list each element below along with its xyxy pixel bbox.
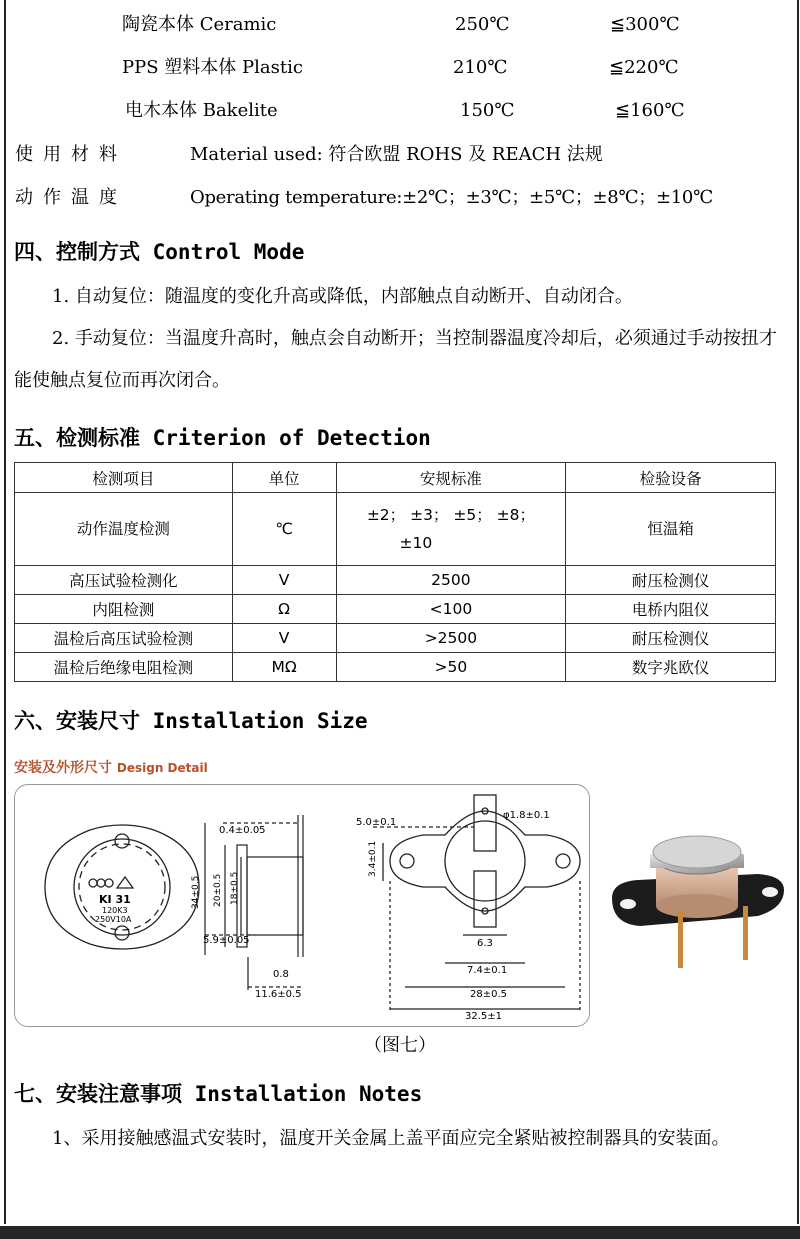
cell-item: 高压试验检测化 [15,566,233,595]
standard-line: ±2； ±3； ±5； ±8； [366,506,535,524]
front-view [45,825,199,949]
dim-label: 28±0.5 [470,989,508,1000]
cell-equipment: 电桥内阻仪 [566,595,776,624]
dim-label: φ1.8±0.1 [503,810,550,821]
flange-outline [45,825,199,949]
dim-label: 7.4±0.1 [467,965,508,976]
dim-label: 3.4±0.1 [368,840,378,877]
dim-label: 11.6±0.5 [255,989,302,1000]
product-photo [608,826,788,976]
mount-hole [556,854,570,868]
warning-triangle-icon [117,877,133,888]
terminal-pin [678,912,683,968]
material-max-temp: ≦300℃ [610,14,680,35]
dim-label: 5.0±0.1 [356,817,397,828]
cell-item: 温检后绝缘电阻检测 [15,653,233,682]
section-heading-control-mode: 四、控制方式 Control Mode [14,240,305,264]
cell-unit: V [232,624,336,653]
cell-equipment: 耐压检测仪 [566,566,776,595]
paragraph: 1、采用接触感温式安装时，温度开关金属上盖平面应完全紧贴被控制器具的安装面。 [52,1128,730,1149]
dim-label: 6.3 [477,938,493,949]
mount-hole [762,887,778,897]
marking-rating: 250V10A [95,915,132,924]
top-view [373,795,580,1011]
logo-ring [89,879,97,887]
property-value: Material used: 符合欧盟 ROHS 及 REACH 法规 [190,144,603,165]
material-temp: 150℃ [460,100,515,121]
cell-item: 温检后高压试验检测 [15,624,233,653]
section-heading-detection: 五、检测标准 Criterion of Detection [14,426,431,450]
material-row-plastic [122,55,722,81]
mount-hole [400,854,414,868]
property-label: 使用材料 [15,144,127,165]
mount-hole [115,926,129,940]
control-mode-text [14,276,786,402]
design-title-en: Design Detail [116,761,208,775]
paragraph: 1. 自动复位：随温度的变化升高或降低，内部触点自动断开、自动闭合。 [52,286,633,307]
material-max-temp: ≦160℃ [615,100,685,121]
cell-item: 内阻检测 [15,595,233,624]
material-row-bakelite [125,98,725,124]
design-detail-title [14,757,208,777]
top-flange-outline [390,811,580,911]
bottom-bar [0,1226,800,1239]
cell-equipment: 恒温箱 [566,493,776,566]
logo-ring [105,879,113,887]
column-header: 检验设备 [566,463,776,493]
cell-item: 动作温度检测 [15,493,233,566]
table-row [15,653,776,682]
body-base [656,894,738,918]
body-rect [247,857,303,935]
detection-table [14,462,776,682]
column-header: 安规标准 [336,463,566,493]
marking-model: KI 31 [99,893,131,906]
cell-unit: ℃ [232,493,336,566]
mount-hole [620,899,636,909]
dim-label: 18±0.5 [230,871,240,905]
section-heading-installation-notes: 七、安装注意事项 Installation Notes [14,1082,423,1106]
column-header: 单位 [232,463,336,493]
paragraph: 2. 手动复位：当温度升高时，触点会自动断开；当控制器温度冷却后，必须通过手动按扭才能使触点复位而再次闭合。 [14,328,777,391]
cell-standard: 2500 [336,566,566,595]
material-name: 陶瓷本体 Ceramic [122,14,277,35]
terminal-tab [474,795,496,851]
dim-label: 34±0.5 [191,875,201,909]
property-label: 动作温度 [15,187,127,208]
material-name: 电木本体 Bakelite [125,100,278,121]
section-heading-installation-size: 六、安装尺寸 Installation Size [14,709,368,733]
table-row [15,493,776,566]
table-row [15,566,776,595]
figure-caption: （图七） [364,1035,436,1056]
table-row [15,624,776,653]
logo-ring [97,879,105,887]
cell-standard [336,493,566,566]
cell-unit: V [232,566,336,595]
dim-label: 32.5±1 [465,1011,503,1022]
material-name: PPS 塑料本体 Plastic [122,57,303,78]
cell-unit: Ω [232,595,336,624]
cell-unit: MΩ [232,653,336,682]
cell-standard: >2500 [336,624,566,653]
dim-label: 0.4±0.05 [219,825,266,836]
design-title-cn: 安装及外形尺寸 [14,760,112,776]
standard-line: ±10 [399,534,433,552]
material-row-ceramic [122,12,722,38]
material-temp: 210℃ [453,57,508,78]
cap-top [653,836,741,868]
terminal-pin [743,906,748,960]
dim-label: 20±0.5 [213,873,223,907]
table-header-row [15,463,776,493]
column-header: 检测项目 [15,463,233,493]
mount-hole [115,834,129,848]
dim-label: 0.8 [273,969,289,980]
dim-label: 5.9±0.05 [203,935,250,946]
top-body-circle [445,821,525,901]
operating-temperature-row [15,184,713,212]
cell-equipment: 耐压检测仪 [566,624,776,653]
material-used-row [15,141,603,169]
material-max-temp: ≦220℃ [609,57,679,78]
cell-standard: >50 [336,653,566,682]
material-temp: 250℃ [455,14,510,35]
installation-notes-text [14,1118,786,1160]
terminal-tab [474,871,496,927]
marking-code: 120K3 [102,906,128,915]
cell-standard: <100 [336,595,566,624]
property-value: Operating temperature:±2℃；±3℃；±5℃；±8℃；±10℃ [190,187,713,208]
table-row [15,595,776,624]
technical-drawing [14,784,590,1027]
cell-equipment: 数字兆欧仪 [566,653,776,682]
